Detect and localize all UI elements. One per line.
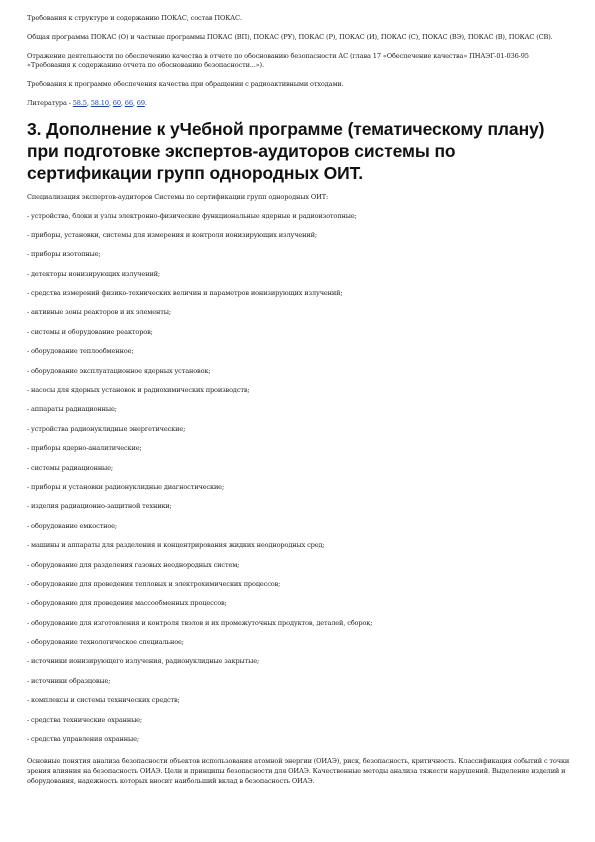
list-item: - аппараты радиационные;: [27, 405, 117, 414]
list-item: - оборудование теплообменное;: [27, 347, 134, 356]
literature-link[interactable]: 58.10: [90, 99, 109, 107]
document-page: [27, 14, 572, 793]
paragraph-waste-program: Требования к программе обеспечения качества при обращении с радиоактивными отходами.: [27, 80, 344, 88]
literature-link[interactable]: 58.5: [72, 99, 87, 107]
list-item: - приборы и установки радионуклидные диагностические;: [27, 482, 225, 491]
list-item: - оборудование для изготовления и контроля твэлов и их промежуточных продуктов, деталей, сборок;: [27, 618, 373, 627]
list-item: - устройства, блоки и узлы электронно-физические функциональные ядерные и радиоизотопные;: [27, 211, 357, 220]
paragraph-programs: Общая программа ПОКАС (О) и частные программы ПОКАС (ВП), ПОКАС (РУ), ПОКАС (Р), ПОКАС (И), ПОКАС (С), ПОКАС (ВЭ), ПОКАС (В), ПОКАС (СВ).: [27, 33, 553, 41]
literature-link[interactable]: 60: [112, 99, 121, 107]
list-item: - средства технические охранные;: [27, 715, 143, 724]
list-item: - приборы ядерно-аналитические;: [27, 444, 142, 453]
list-item: - детекторы ионизирующих излучений;: [27, 269, 160, 278]
list-item: - системы радиационные;: [27, 463, 113, 472]
section-heading: 3. Дополнение к уЧебной программе (тематическому плану) при подготовке экспертов-аудиторов системы по сертификации групп однородных ОИТ.: [27, 119, 545, 183]
specialization-list: [27, 212, 572, 755]
closing-paragraph: Основные понятия анализа безопасности объектов использования атомной энергии (ОИАЭ), риск, безопасность, критичность. Классификация событий с точки зрения влияния на безопасность ОИАЭ. Цели и принципы безопасности для ОИАЭ. Качественные методы анализа тяжести нарушений. Выделение изделий и оборудования, надежность которых вносит наибольший вклад в безопасность ОИАЭ.: [27, 757, 570, 785]
list-item: - оборудование для разделения газовых неоднородных систем;: [27, 560, 240, 569]
specialization-intro: Специализация экспертов-аудиторов Системы по сертификации групп однородных ОИТ:: [27, 193, 329, 201]
list-item: - оборудование для проведения массообменных процессов;: [27, 599, 227, 608]
literature-line: Литература - 58.5, 58.10, 60, 66, 69.: [27, 99, 147, 107]
list-item: - комплексы и системы технических средств;: [27, 696, 180, 705]
paragraph-structure: Требования к структуре и содержанию ПОКАС, состав ПОКАС.: [27, 14, 242, 22]
literature-end: .: [144, 99, 147, 107]
list-item: - системы и оборудование реакторов;: [27, 327, 153, 336]
literature-label: Литература -: [27, 99, 73, 107]
list-item: - устройства радионуклидные энергетические;: [27, 424, 186, 433]
list-item: - оборудование технологическое специальное;: [27, 638, 184, 647]
list-item: - оборудование для проведения тепловых и электрохимических процессов;: [27, 579, 281, 588]
literature-link[interactable]: 69: [136, 99, 145, 107]
list-item: - приборы, установки, системы для измерения и контроля ионизирующих излучений;: [27, 230, 317, 239]
list-item: - источники ионизирующего излучения, радионуклидные закрытые;: [27, 657, 260, 666]
literature-link[interactable]: 66: [124, 99, 133, 107]
list-item: - приборы изотопные;: [27, 250, 101, 259]
list-item: - источники образцовые;: [27, 676, 111, 685]
list-item: - изделия радиационно-защитной техники;: [27, 502, 172, 511]
list-item: - насосы для ядерных установок и радиохимических производств;: [27, 386, 250, 395]
list-item: - оборудование эксплуатационное ядерных установок;: [27, 366, 211, 375]
list-item: - средства измерений физико-технических величин и параметров ионизирующих излучений;: [27, 289, 343, 298]
list-item: - оборудование емкостное;: [27, 521, 117, 530]
list-item: - машины и аппараты для разделения и концентрирования жидких неоднородных сред;: [27, 541, 325, 550]
list-item: - активные зоны реакторов и их элементы;: [27, 308, 171, 317]
paragraph-safety-report: Отражение деятельности по обеспечению качества в отчете по обоснованию безопасности АС (глава 17 «Обеспечение качества» ПНАЭГ-01-036-95 «Требования к содержанию отчета по обоснованию безопасности...»).: [27, 52, 529, 69]
list-item: - средства управления охранные;: [27, 735, 139, 744]
